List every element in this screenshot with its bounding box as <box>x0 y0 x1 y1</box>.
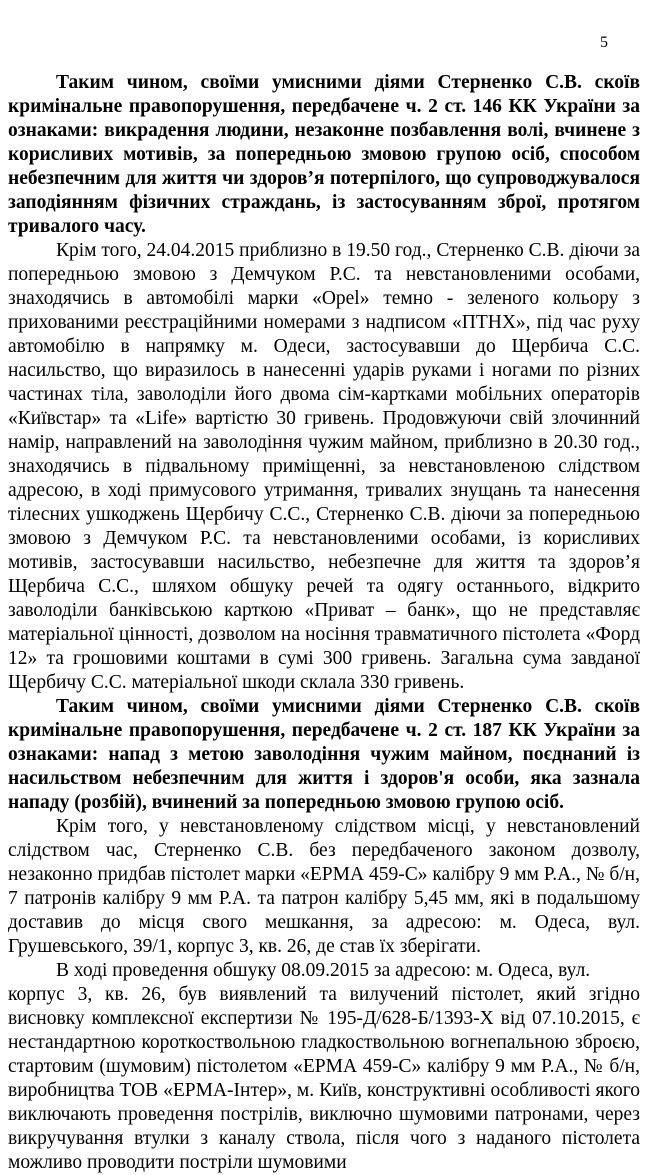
paragraph-robbery-facts: Крім того, 24.04.2015 приблизно в 19.50 год., Стерненко С.В. діючи за попередньою змовою з Демчуком Р.С. та невстановленими особами, знаходячись в автомобілі марки «Opel» темно - зеленого кольору з прихованими реєстраційними номерами з надписом «ПТНХ», під час руху автомобілю в напрямку м. Одеси, застосувавши до Щербича С.С. насильство, що виразилось в нанесенні ударів руками і ногами по різних частинах тіла, заволоділи його двома сім-картками мобільних операторів «Київстар» та «Life» вартістю 30 гривень. Продовжуючи свій злочинний намір, направлений на заволодіння чужим майном, приблизно в 20.30 год., знаходячись в підвальному приміщенні, за невстановленою слідством адресою, в ході примусового утримання, тривалих знущань та нанесення тілесних ушкоджень Щербичу С.С., Стерненко С.В. діючи за попередньою змовою з Демчуком Р.С. та невстановленими особами, із корисливих мотивів, застосувавши насильство, небезпечне для життя та здоров’я Щербича С.С., шляхом обшуку речей та одягу останнього, відкрито заволоділи банківською карткою «Приват – банк», що не представляє матеріальної цінності, дозволом на носіння травматичного пістолета «Форд 12» та грошовими коштами в сумі 300 гривень. Загальна сума завданої Щербичу С.С. матеріальної шкоди склала 330 гривень. <box>8 240 640 693</box>
page-number: 5 <box>600 34 608 51</box>
paragraph-legal-conclusion-187: Таким чином, своїми умисними діями Стерненко С.В. скоїв кримінальне правопорушення, передбачене ч. 2 ст. 187 КК України за ознаками: напад з метою заволодіння чужим майном, поєднаний із насильством небезпечним для життя і здоров'я особи, яка зазнала нападу (розбій), вчинений за попередньою змовою групою осіб. <box>8 696 640 813</box>
paragraph-legal-conclusion-146: Таким чином, своїми умисними діями Стерненко С.В. скоїв кримінальне правопорушення, передбачене ч. 2 ст. 146 КК України за ознаками: викрадення людини, незаконне позбавлення волі, вчинене з корисливих мотивів, за попередньою змовою групою осіб, способом небезпечним для життя чи здоров’я потерпілого, що супроводжувалося заподіянням фізичних страждань, із застосуванням зброї, протягом тривалого часу. <box>8 72 640 237</box>
paragraph-pistol-acquisition: Крім того, у невстановленому слідством місці, у невстановлений слідством час, Стерненко С.В. без передбаченого законом дозволу, незаконно придбав пістолет марки «ЕРМА 459-С» калібру 9 мм Р.А., № б/н, 7 патронів калібру 9 мм Р.А. та патрон калібру 5,45 мм, які в подальшому доставив до місця свого мешкання, за адресою: м. Одеса, вул. Грушевського, 39/1, корпус 3, кв. 26, де став їх зберігати. <box>8 816 640 957</box>
paragraph-search-results: В ході проведення обшуку 08.09.2015 за адресою: м. Одеса, вул. корпус 3, кв. 26, був виявлений та вилучений пістолет, який згідно висновку комплексної експертизи № 195-Д/628-Б/1393-Х від 07.10.2015, є нестандартною короткоствольною гладкоствольною вогнепальною зброєю, стартовим (шумовим) пістолетом «ЕРМА 459-С» калібру 9 мм Р.А., № б/н, виробництва ТОВ «ЕРМА-Інтер», м. Київ, конструктивні особливості якого виключають проведення пострілів, виключно шумовими патронами, через викручування втулки з каналу ствола, після чого з наданого пістолета можливо проводити постріли шумовими <box>8 960 640 1173</box>
document-body <box>8 71 640 1175</box>
